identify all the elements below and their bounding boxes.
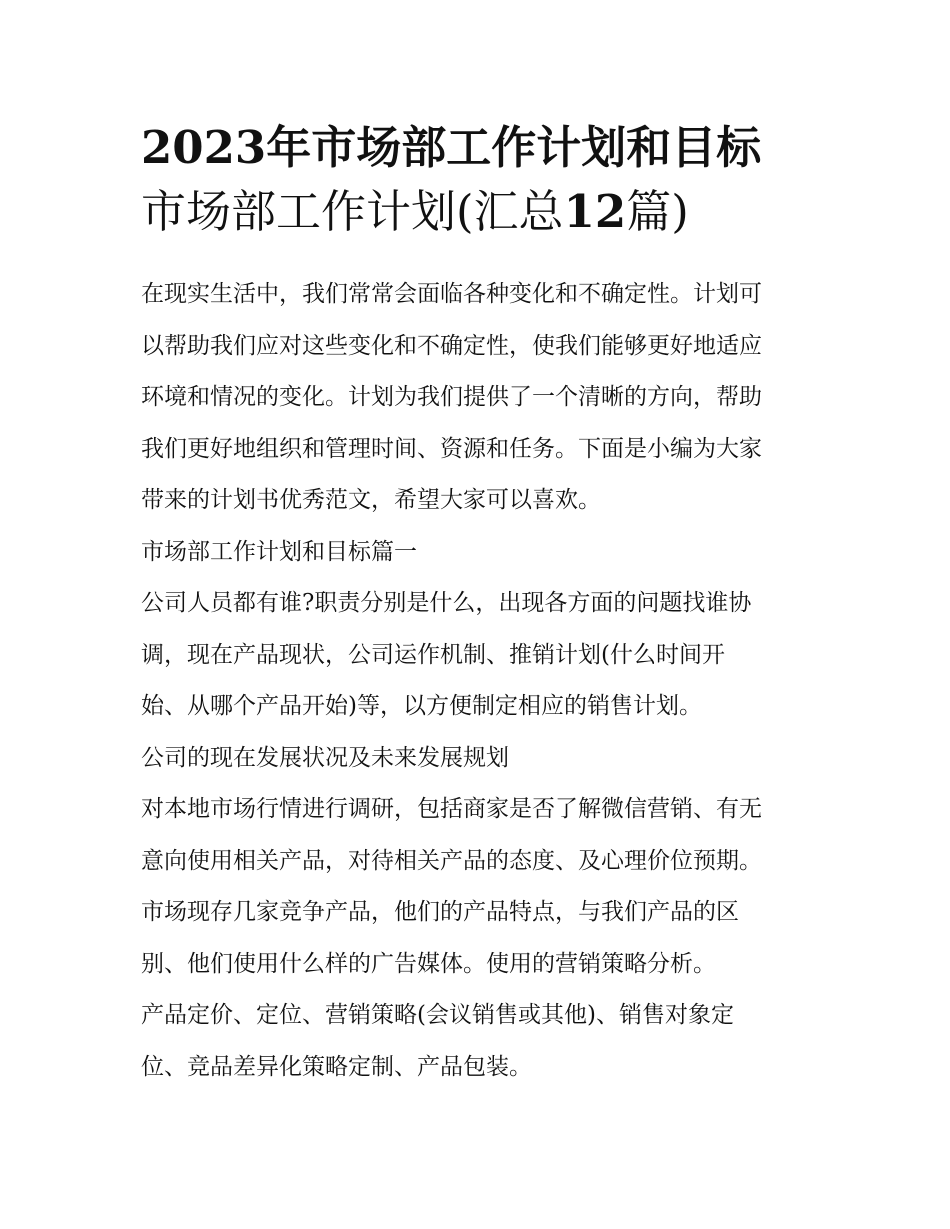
intro-paragraph bbox=[141, 269, 813, 527]
paragraph-line: 产品定价、定位、营销策略(会议销售或其他)、销售对象定 bbox=[141, 1002, 734, 1028]
company-development-paragraph bbox=[141, 733, 813, 785]
product-strategy-paragraph bbox=[141, 990, 813, 1093]
section-heading-text: 市场部工作计划和目标篇一 bbox=[141, 538, 417, 565]
document-body bbox=[141, 269, 813, 1093]
paragraph-line: 别、他们使用什么样的广告媒体。使用的营销策略分析。 bbox=[141, 950, 716, 977]
paragraph-line: 始、从哪个产品开始)等，以方便制定相应的销售计划。 bbox=[141, 693, 702, 719]
document-page bbox=[141, 116, 813, 1093]
paragraph-line: 我们更好地组织和管理时间、资源和任务。下面是小编为大家 bbox=[141, 435, 762, 462]
section-heading bbox=[141, 527, 813, 579]
paragraph-line: 公司人员都有谁?职责分别是什么，出现各方面的问题找谁协 bbox=[141, 590, 752, 616]
title-line-2-number: 12 bbox=[563, 185, 627, 238]
paragraph-line: 带来的计划书优秀范文，希望大家可以喜欢。 bbox=[141, 487, 601, 513]
paragraph-line: 位、竞品差异化策略定制、产品包装。 bbox=[141, 1053, 532, 1080]
paragraph-line: 对本地市场行情进行调研，包括商家是否了解微信营销、有无 bbox=[141, 796, 762, 822]
paragraph-line: 在现实生活中，我们常常会面临各种变化和不确定性。计划可 bbox=[141, 281, 762, 307]
paragraph-line: 意向使用相关产品，对待相关产品的态度、及心理价位预期。 bbox=[141, 847, 762, 874]
paragraph-line: 环境和情况的变化。计划为我们提供了一个清晰的方向，帮助 bbox=[141, 384, 762, 410]
title-line-1: 2023年市场部工作计划和目标 bbox=[141, 121, 762, 174]
paragraph-line: 公司的现在发展状况及未来发展规划 bbox=[141, 744, 509, 771]
paragraph-line: 以帮助我们应对这些变化和不确定性，使我们能够更好地适应 bbox=[141, 332, 762, 359]
title-line-2 bbox=[141, 180, 813, 244]
paragraph-line: 市场现存几家竞争产品，他们的产品特点，与我们产品的区 bbox=[141, 899, 739, 925]
title-line-2-part-a: 市场部工作计划(汇总 bbox=[141, 185, 564, 238]
title-line-2-part-c: 篇) bbox=[626, 185, 689, 238]
document-title bbox=[141, 116, 813, 244]
company-staff-paragraph bbox=[141, 578, 813, 733]
market-research-paragraph bbox=[141, 784, 813, 990]
paragraph-line: 调，现在产品现状，公司运作机制、推销计划(什么时间开 bbox=[141, 641, 725, 668]
